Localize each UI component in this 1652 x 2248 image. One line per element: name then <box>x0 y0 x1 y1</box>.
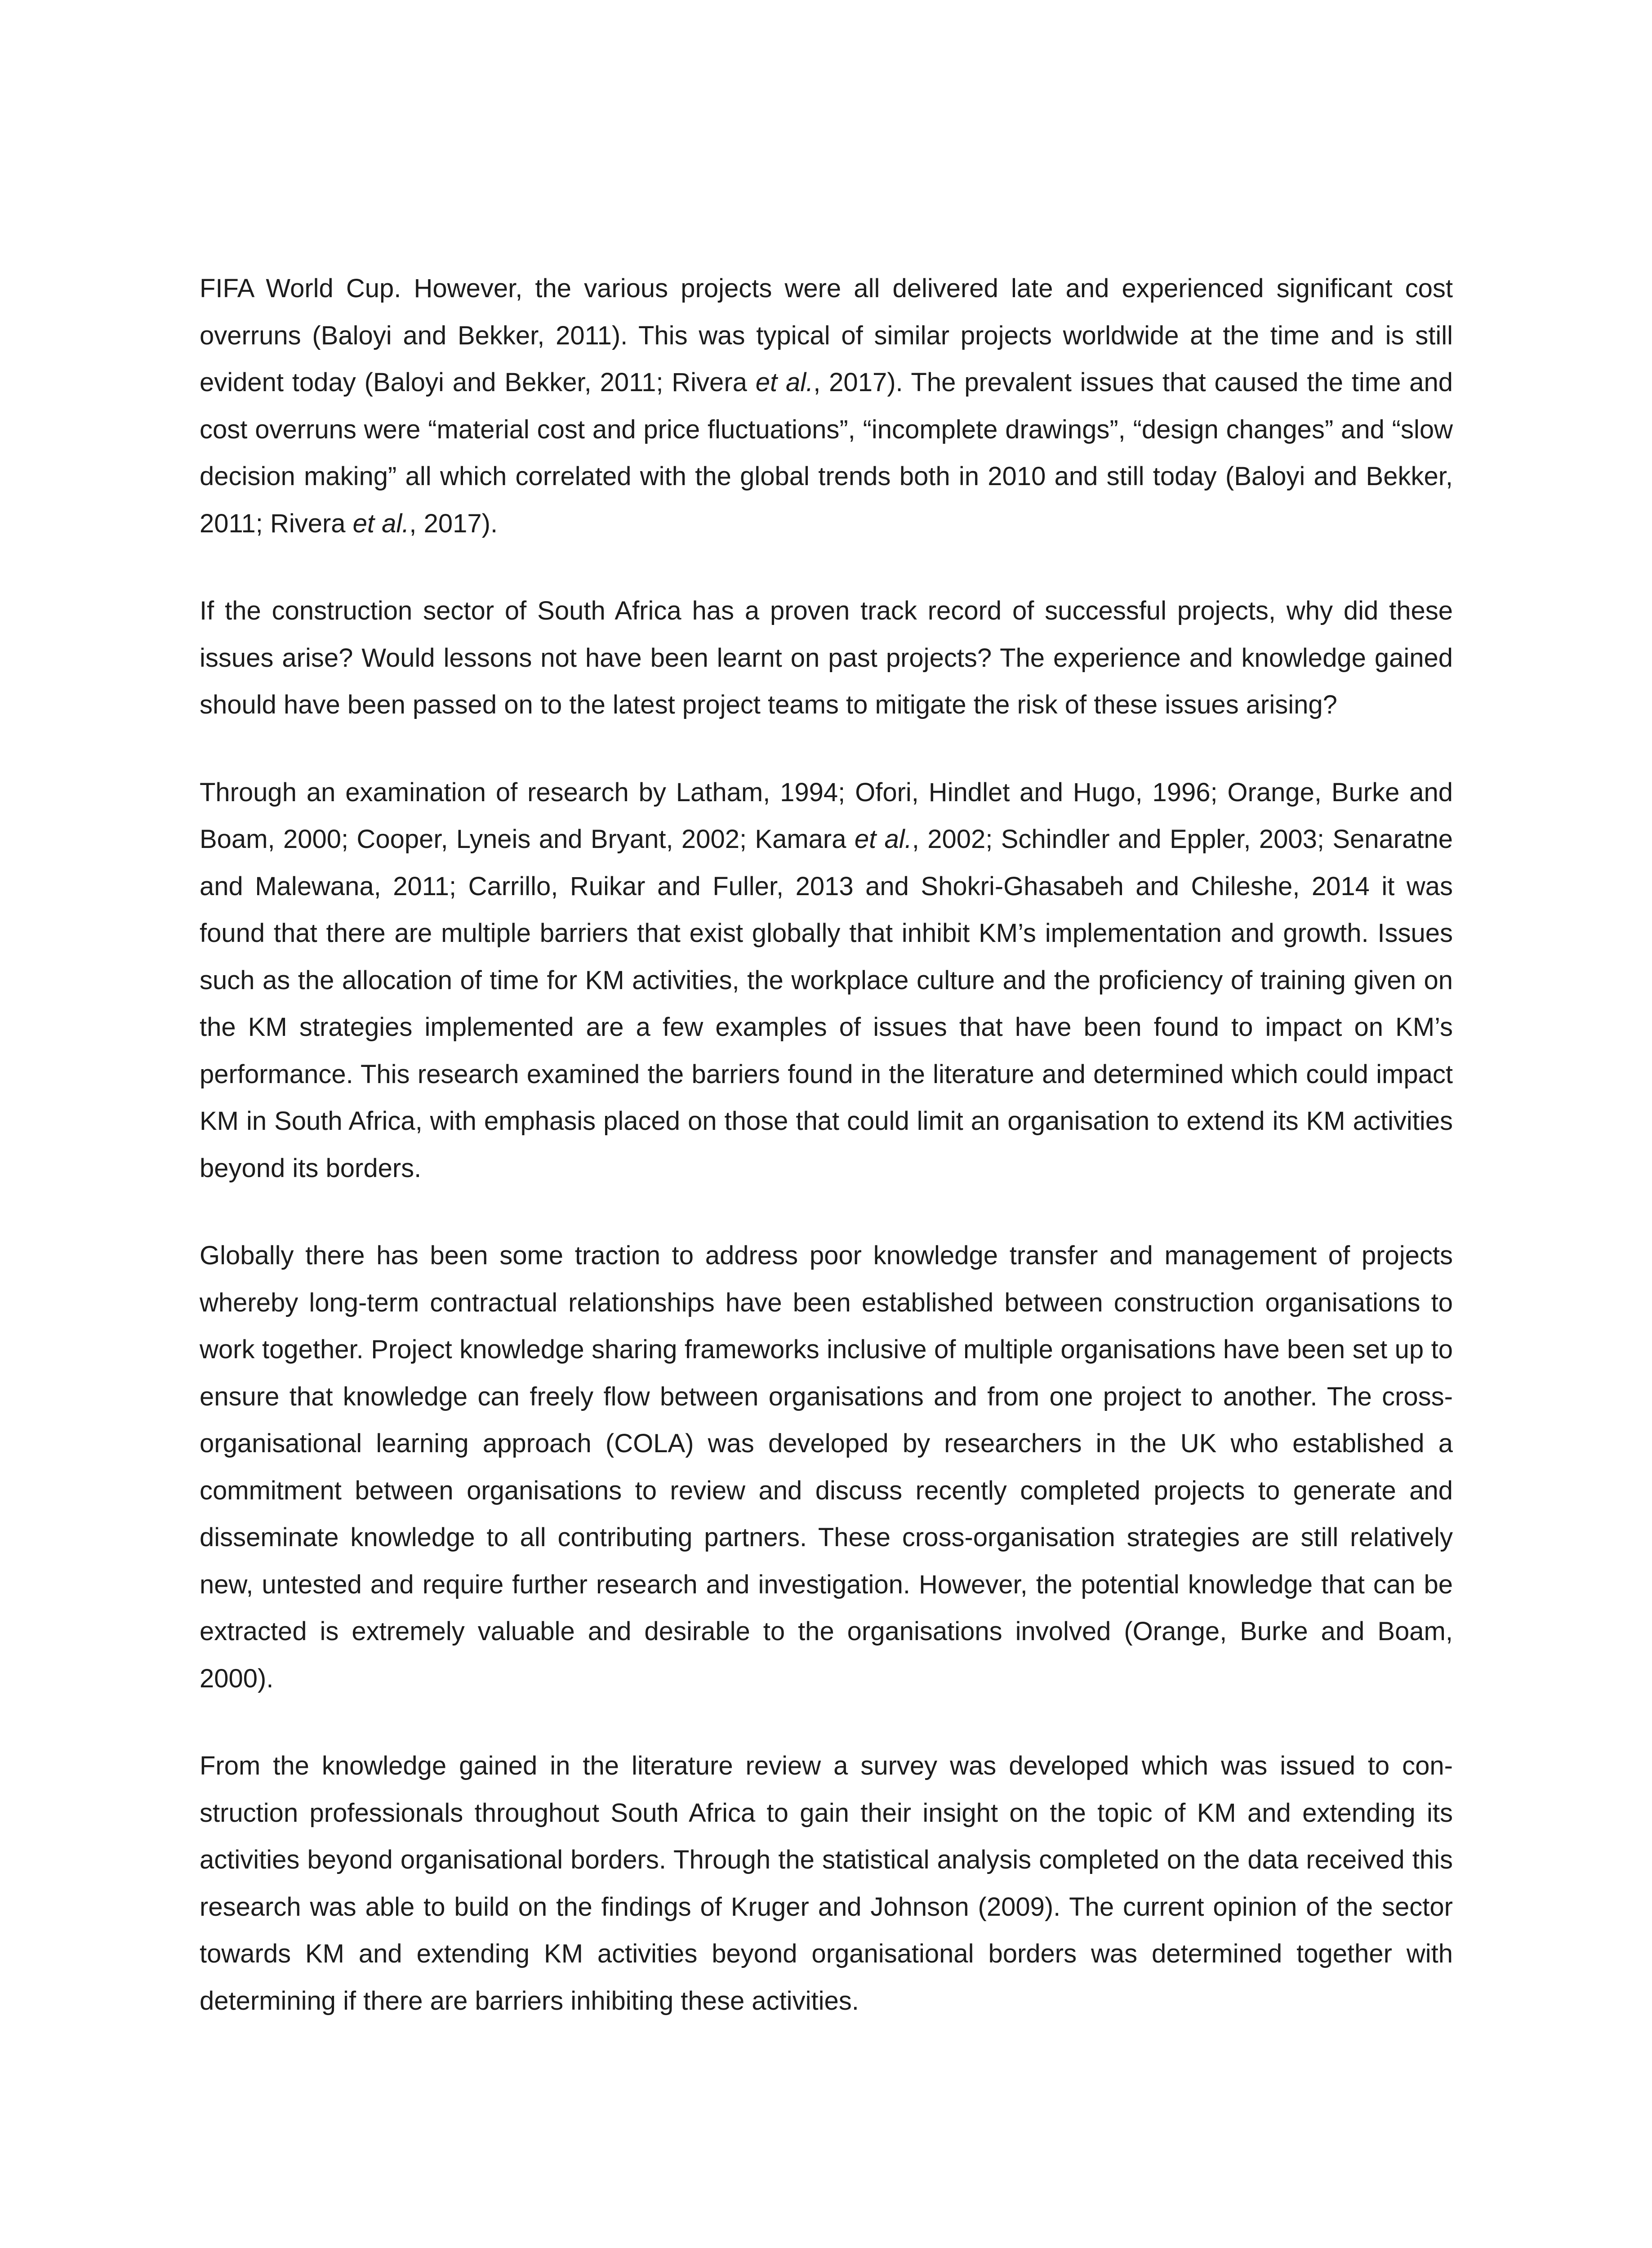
et-al-italic: et al. <box>755 368 814 397</box>
paragraph-1-text: FIFA World Cup. However, the various projects were all delivered late and experienced significant cost overruns (Baloyi and Bekker, 2011). This was typical of similar projects worldwide at the time and is still evident today (Baloyi and Bekker, 2011; Rivera <box>200 274 1453 397</box>
paragraph-2-text: If the construction sector of South Africa has a proven track record of successful projects, why did these issues arise? Would lessons not have been learnt on past projects? The experience and knowledge gained should have been passed on to the latest project teams to mitigate the risk of these issues arising? <box>200 596 1453 719</box>
paragraph-3-text: , 2002; Schindler and Eppler, 2003; Senaratne and Malewana, 2011; Carrillo, Ruikar and Fuller, 2013 and Shokri-Ghasabeh and Chileshe, 2014 it was found that there are multiple barriers that exist globally that inhibit KM’s implementation and growth. Issues such as the allocation of time for KM activities, the workplace culture and the proficiency of training given on the KM strategies implemented are a few examples of issues that have been found to impact on KM’s performance. This research examined the barriers found in the literature and determined which could impact KM in South Africa, with emphasis placed on those that could limit an organisation to extend its KM activities beyond its borders. <box>200 825 1453 1183</box>
paragraph-2 <box>200 588 1453 729</box>
paragraph-1-text: , 2017). <box>409 508 498 538</box>
paragraph-3 <box>200 769 1453 1192</box>
paragraph-4-text: Globally there has been some traction to address poor knowledge transfer and management of projects whereby long-term contractual relationships have been established between construction organisations to work together. Project knowledge sharing frameworks inclusive of multiple organisations have been set up to ensure that knowledge can freely flow between organisations and from one project to another. The cross-organisational learning approach (COLA) was developed by researchers in the UK who established a commitment between organisations to review and discuss recently completed projects to generate and disseminate knowledge to all contributing partners. These cross-organisation strategies are still relatively new, untested and require further research and investigation. However, the potential knowledge that can be extracted is extremely valuable and desirable to the organisations involved (Orange, Burke and Boam, 2000). <box>200 1241 1453 1693</box>
paragraph-4 <box>200 1232 1453 1702</box>
paragraph-3-text: Through an examination of research by Latham, 1994; Ofori, Hindlet and Hugo, 1996; Orange, Burke and Boam, 2000; Cooper, Lyneis and Bryant, 2002; Kamara <box>200 777 1453 854</box>
et-al-italic: et al. <box>352 508 410 538</box>
paragraph-5-text: From the knowledge gained in the literature review a survey was developed which was issued to construction professionals throughout South Africa to gain their insight on the topic of KM and extending its activities beyond organisational borders. Through the statistical analysis completed on the data received this research was able to build on the findings of Kruger and Johnson (2009). The current opinion of the sector towards KM and extending KM activities beyond organisational borders was determined together with determining if there are barriers inhibiting these activities. <box>200 1751 1453 2016</box>
paragraph-1 <box>200 265 1453 547</box>
paragraph-5 <box>200 1743 1453 2025</box>
body-text <box>200 265 1453 2025</box>
et-al-italic: et al. <box>854 825 912 854</box>
paragraph-1-text: , 2017). The prevalent issues that caused the time and cost overruns were “material cost and price fluctuations”, “incomplete drawings”, “design changes” and “slow decision making” all which correlated with the global trends both in 2010 and still today (Baloyi and Bekker, 2011; Rivera <box>200 368 1453 538</box>
